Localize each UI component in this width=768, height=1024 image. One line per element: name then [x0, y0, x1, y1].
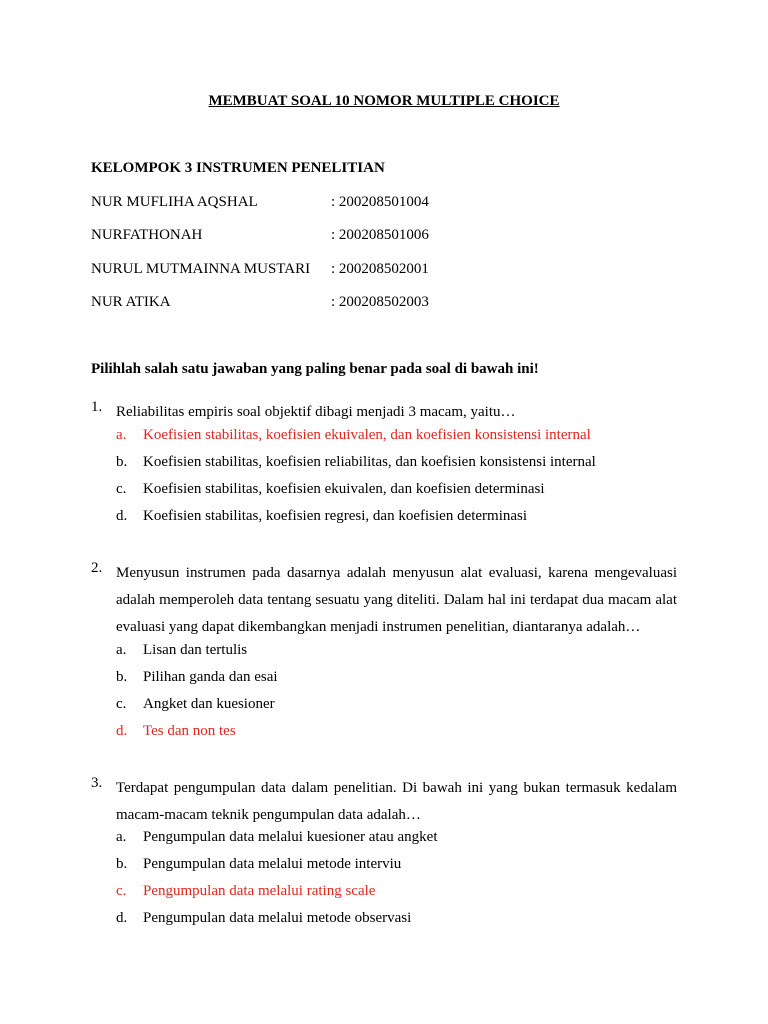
question-text: Menyusun instrumen pada dasarnya adalah menyusun alat evaluasi, karena mengevaluasi adalah memperoleh data tentang sesuatu yang diteliti. Dalam hal ini terdapat dua macam alat evaluasi yang dapat dikembangkan menjadi instrumen penelitian, diantaranya adalah… — [116, 565, 677, 635]
option-text: Pengumpulan data melalui kuesioner atau angket — [143, 829, 438, 845]
instruction-text: Pilihlah salah satu jawaban yang paling benar pada soal di bawah ini! — [91, 361, 539, 377]
member-id: : 200208502001 — [331, 261, 429, 277]
question-text: Reliabilitas empiris soal objektif dibagi menjadi 3 macam, yaitu… — [116, 404, 516, 420]
option-letter: b. — [116, 454, 128, 470]
option-text: Koefisien stabilitas, koefisien ekuivalen, dan koefisien determinasi — [143, 481, 545, 497]
option-letter: c. — [116, 883, 127, 899]
option-text: Koefisien stabilitas, koefisien ekuivalen, dan koefisien konsistensi internal — [143, 427, 591, 443]
member-row — [91, 227, 511, 247]
option-b — [116, 856, 677, 876]
option-a — [116, 427, 677, 447]
option-text: Koefisien stabilitas, koefisien regresi, dan koefisien determinasi — [143, 508, 528, 524]
question-number: 1. — [91, 399, 103, 415]
option-text: Pilihan ganda dan esai — [143, 669, 278, 685]
option-text: Pengumpulan data melalui metode interviu — [143, 856, 402, 872]
document-title: MEMBUAT SOAL 10 NOMOR MULTIPLE CHOICE — [208, 93, 560, 109]
member-row — [91, 194, 511, 214]
option-letter: c. — [116, 696, 127, 712]
option-c — [116, 883, 677, 903]
member-name: NURUL MUTMAINNA MUSTARI — [91, 261, 311, 277]
option-letter: d. — [116, 910, 128, 926]
group-title: KELOMPOK 3 INSTRUMEN PENELITIAN — [91, 160, 385, 176]
option-c — [116, 481, 677, 501]
option-text: Koefisien stabilitas, koefisien reliabilitas, dan koefisien konsistensi internal — [143, 454, 596, 470]
option-letter: b. — [116, 669, 128, 685]
option-letter: d. — [116, 508, 128, 524]
option-text: Pengumpulan data melalui metode observasi — [143, 910, 412, 926]
option-d — [116, 508, 677, 528]
option-text: Tes dan non tes — [143, 723, 236, 739]
member-id: : 200208502003 — [331, 294, 429, 310]
option-a — [116, 829, 677, 849]
option-c — [116, 696, 677, 716]
member-name: NUR ATIKA — [91, 294, 171, 310]
option-letter: b. — [116, 856, 128, 872]
member-id: : 200208501004 — [331, 194, 429, 210]
option-b — [116, 454, 677, 474]
option-text: Lisan dan tertulis — [143, 642, 248, 658]
option-text: Pengumpulan data melalui rating scale — [143, 883, 376, 899]
member-name: NURFATHONAH — [91, 227, 203, 243]
option-letter: a. — [116, 642, 127, 658]
question-number: 2. — [91, 560, 103, 576]
option-letter: c. — [116, 481, 127, 497]
question-text: Terdapat pengumpulan data dalam penelitian. Di bawah ini yang bukan termasuk kedalam macam-macam teknik pengumpulan data adalah… — [116, 780, 677, 823]
option-d — [116, 910, 677, 930]
option-letter: d. — [116, 723, 128, 739]
option-a — [116, 642, 677, 662]
option-letter: a. — [116, 427, 127, 443]
member-row — [91, 261, 511, 281]
option-d — [116, 723, 677, 743]
option-b — [116, 669, 677, 689]
member-name: NUR MUFLIHA AQSHAL — [91, 194, 258, 210]
option-letter: a. — [116, 829, 127, 845]
member-id: : 200208501006 — [331, 227, 429, 243]
member-row — [91, 294, 511, 314]
option-text: Angket dan kuesioner — [143, 696, 275, 712]
question-number: 3. — [91, 775, 103, 791]
